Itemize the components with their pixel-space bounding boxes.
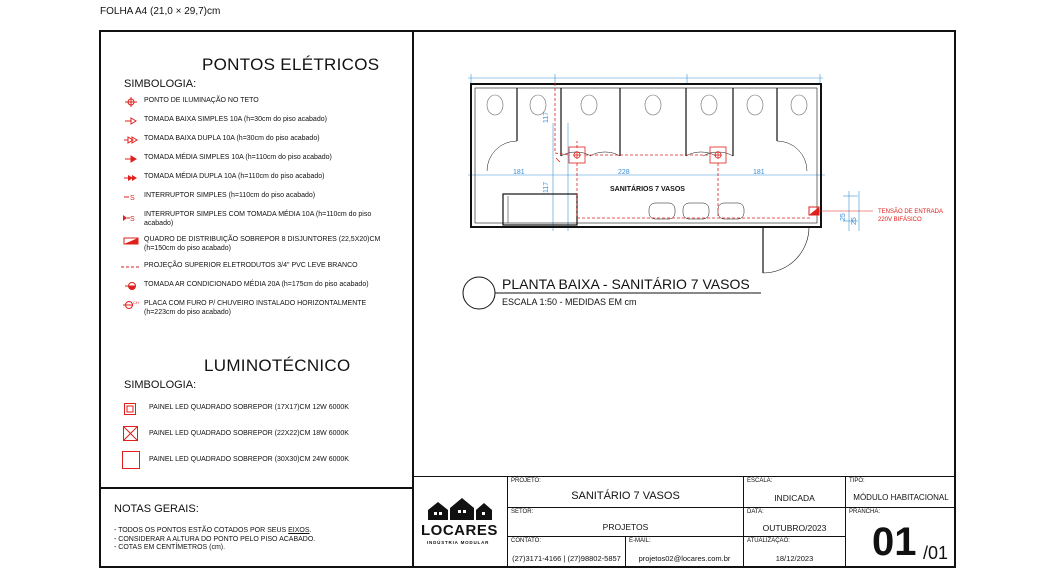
sheet-number: 01 [872, 520, 917, 564]
lighting-title: LUMINOTÉCNICO [204, 356, 351, 375]
legend-row [118, 192, 398, 211]
notes-divider [99, 487, 413, 489]
plan-subtitle: ESCALA 1:50 - MEDIDAS EM cm [502, 297, 637, 307]
legend-row [118, 236, 398, 262]
conduit-projection-icon [118, 262, 144, 271]
medium-double-outlet-icon [118, 173, 144, 182]
dim-text: 25 [851, 217, 858, 225]
setor-cell [507, 507, 743, 536]
electrical-simbologia: SIMBOLOGIA: [124, 78, 197, 90]
low-simple-outlet-icon [118, 116, 144, 125]
toilet-icons [487, 95, 807, 115]
legend-row [118, 97, 398, 116]
field-label: DATA: [747, 509, 764, 515]
legend-label: TOMADA MÉDIA DUPLA 10A (h=110cm do piso acabado) [144, 173, 325, 180]
legend-label: TOMADA BAIXA SIMPLES 10A (h=30cm do piso acabado) [144, 116, 327, 123]
electrical-legend [118, 97, 398, 322]
dim-text: 181 [513, 169, 525, 176]
electrical-points [555, 83, 811, 218]
simple-switch-icon [118, 192, 144, 201]
sheet-total: /01 [923, 543, 949, 563]
dim-text: 25 [840, 213, 847, 221]
escala-cell [743, 476, 845, 507]
legend-label: INTERRUPTOR SIMPLES COM TOMADA MÉDIA 10A (h=110cm do piso acabado) [144, 211, 372, 227]
plan-title: PLANTA BAIXA - SANITÁRIO 7 VASOS [502, 276, 750, 292]
note-item: - COTAS EM CENTÍMETROS (cm). [114, 544, 226, 551]
walls [471, 84, 821, 273]
svg-text:CH: CH [133, 299, 139, 305]
project-name: SANITÁRIO 7 VASOS [571, 490, 680, 502]
legend-row [118, 300, 398, 322]
field-label: PRANCHA: [849, 509, 881, 515]
field-label: TIPO: [849, 478, 865, 484]
legend-row [118, 154, 398, 173]
data-cell [743, 507, 845, 536]
contato-cell [507, 536, 625, 568]
lighting-simbologia: SIMBOLOGIA: [124, 379, 197, 391]
legend-label: TOMADA MÉDIA SIMPLES 10A (h=110cm do piso acabado) [144, 154, 332, 161]
title-bubble [463, 277, 495, 309]
sector-value: PROJETOS [602, 522, 649, 532]
legend-row [118, 281, 398, 300]
field-label: SETOR: [511, 509, 534, 515]
locares-logo-icon [426, 496, 494, 522]
legend-label: PROJEÇÃO SUPERIOR ELETRODUTOS 3/4" PVC LEVE BRANCO [144, 262, 358, 269]
electrical-title: PONTOS ELÉTRICOS [202, 55, 380, 74]
field-label: CONTATO: [511, 538, 541, 544]
ac-outlet-icon [118, 281, 144, 290]
legend-row [118, 135, 398, 154]
title-block [413, 476, 956, 568]
legend-label: TOMADA BAIXA DUPLA 10A (h=30cm do piso acabado) [144, 135, 320, 142]
dim-text: 228 [618, 169, 630, 176]
logo-text: LOCARES [421, 522, 498, 539]
notes-list [114, 527, 315, 553]
dim-text: 181 [753, 169, 765, 176]
ceiling-light-point-icon [118, 97, 144, 106]
field-label: ATUALIZAÇÃO: [747, 538, 790, 544]
shower-plate-icon [118, 300, 144, 309]
email-value[interactable]: projetos02@locares.com.br [638, 554, 731, 563]
medium-simple-outlet-icon [118, 154, 144, 163]
legend-label: INTERRUPTOR SIMPLES (h=110cm do piso acabado) [144, 192, 316, 199]
legend-label: QUADRO DE DISTRIBUIÇÃO SOBREPOR 8 DISJUNTORES (22,5X20)CM (h=150cm do piso acabado) [144, 236, 381, 252]
legend-row [118, 211, 398, 236]
update-value: 18/12/2023 [775, 554, 814, 563]
field-label: E-MAIL: [629, 538, 651, 544]
svg-text:S: S [130, 194, 135, 202]
note-item: - TODOS OS PONTOS ESTÃO COTADOS POR SEUS EIXOS. [114, 527, 312, 534]
type-value: MÓDULO HABITACIONAL [853, 493, 949, 502]
sheet-size-label: FOLHA A4 (21,0 × 29,7)cm [100, 6, 221, 17]
logo-subtitle: INDÚSTRIA MODULAR [427, 540, 490, 545]
legend-label: PAINEL LED QUADRADO SOBREPOR (17X17)CM 12W 6000K [149, 404, 349, 411]
legend-label: PAINEL LED QUADRADO SOBREPOR (30X30)CM 24W 6000K [149, 456, 349, 463]
date-value: OUTUBRO/2023 [762, 523, 827, 533]
scale-value: INDICADA [774, 493, 815, 503]
tipo-cell [845, 476, 956, 507]
field-label: ESCALA: [747, 478, 773, 484]
projeto-cell [507, 476, 743, 507]
supply-annotation: 220V BIFÁSICO [878, 217, 922, 223]
distribution-board-icon [118, 236, 144, 245]
dim-text: 117 [543, 181, 550, 193]
led-panel-22-icon [123, 426, 138, 446]
notes-title: NOTAS GERAIS: [114, 503, 199, 515]
legend-label: PLACA COM FURO P/ CHUVEIRO INSTALADO HORIZONTALMENTE (h=223cm do piso acabado) [144, 300, 367, 316]
legend-label: TOMADA AR CONDICIONADO MÉDIA 20A (h=175cm do piso acabado) [144, 281, 369, 288]
floor-plan [413, 31, 955, 476]
legend-row [118, 116, 398, 135]
legend-label: PAINEL LED QUADRADO SOBREPOR (22X22)CM 18W 6000K [149, 430, 349, 437]
supply-annotation: TENSÃO DE ENTRADA [878, 209, 944, 215]
logo-cell [413, 476, 507, 568]
led-panel-17-icon [124, 402, 136, 420]
note-item: - CONSIDERAR A ALTURA DO PONTO PELO PISO ACABADO. [114, 535, 316, 543]
field-label: PROJETO: [511, 478, 541, 484]
prancha-cell [845, 507, 956, 568]
email-cell [625, 536, 743, 568]
svg-text:S: S [130, 216, 135, 223]
atualizacao-cell [743, 536, 845, 568]
low-double-outlet-icon [118, 135, 144, 144]
room-label: SANITÁRIOS 7 VASOS [610, 186, 685, 193]
contact-value: (27)3171-4166 | (27)98802-5857 [512, 554, 621, 563]
legend-row [118, 173, 398, 192]
legend-row [118, 262, 398, 281]
led-panel-30-icon [122, 451, 140, 474]
dim-text: 117 [543, 111, 550, 123]
switch-with-outlet-icon [118, 211, 144, 225]
legend-label: PONTO DE ILUMINAÇÃO NO TETO [144, 97, 259, 104]
